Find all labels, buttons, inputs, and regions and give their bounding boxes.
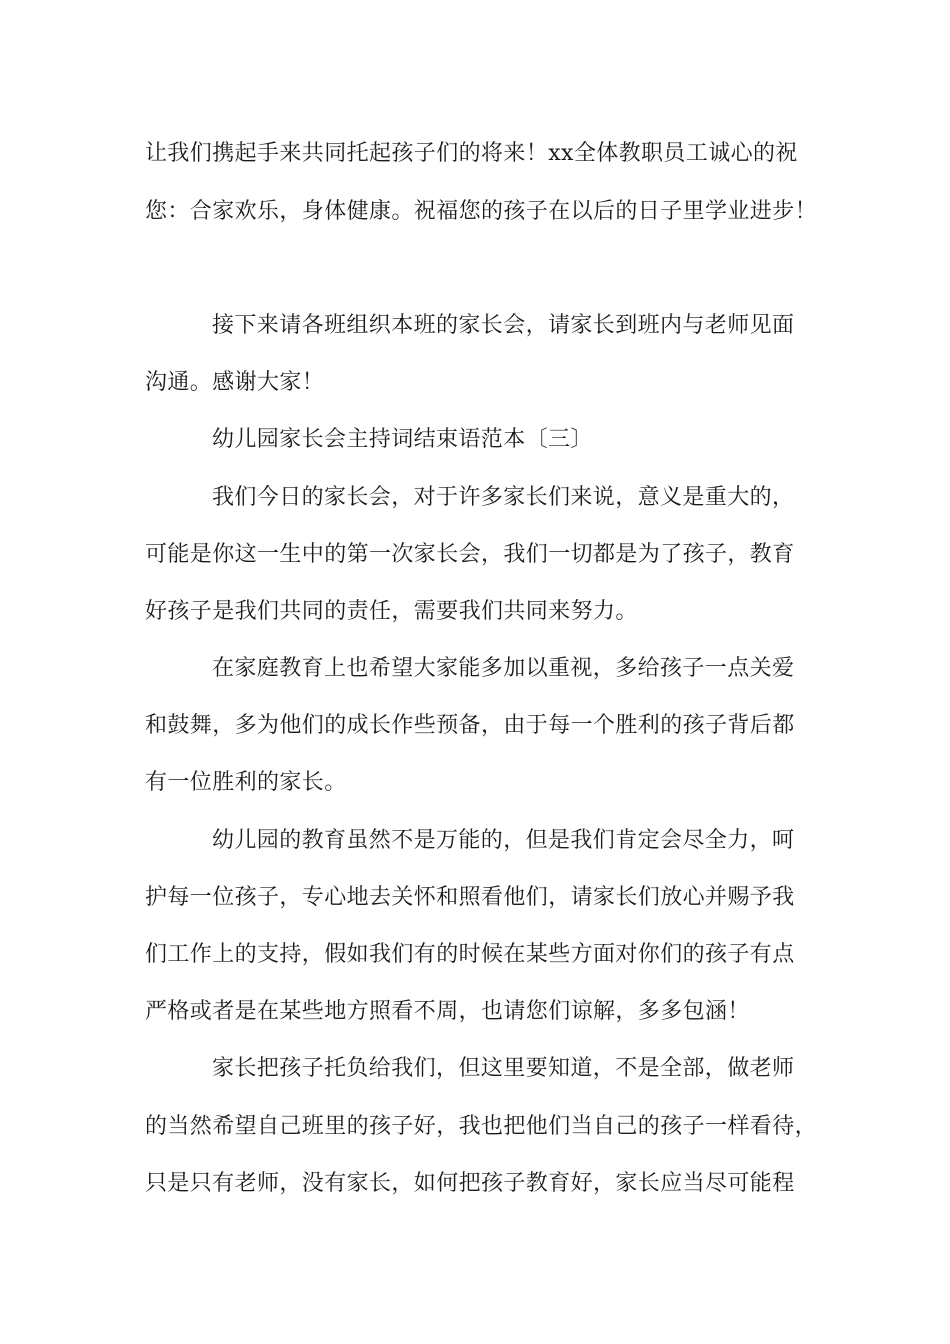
section-heading: 幼儿园家长会主持词结束语范本〔三〕 (212, 427, 593, 452)
text-line: 好孩子是我们共同的责任，需要我们共同来努力。 (145, 599, 638, 624)
text-line: 们工作上的支持，假如我们有的时候在某些方面对你们的孩子有点 (145, 942, 795, 967)
text-line: 在家庭教育上也希望大家能多加以重视，多给孩子一点关爱 (212, 656, 795, 681)
text-line: 只是只有老师，没有家长，如何把孩子教育好，家长应当尽可能程 (145, 1171, 795, 1196)
text-line: 可能是你这一生中的第一次家长会，我们一切都是为了孩子，教育 (145, 542, 795, 567)
text-line: 严格或者是在某些地方照看不周，也请您们谅解，多多包涵！ (145, 999, 750, 1024)
text-line: 和鼓舞，多为他们的成长作些预备，由于每一个胜利的孩子背后都 (145, 713, 795, 738)
text-line: 我们今日的家长会，对于许多家长们来说，意义是重大的， (212, 485, 795, 510)
text-line: 接下来请各班组织本班的家长会，请家长到班内与老师见面 (212, 313, 795, 338)
text-line: 让我们携起手来共同托起孩子们的将来！xx全体教职员工诚心的祝 (145, 141, 798, 166)
text-line: 您：合家欢乐，身体健康。祝福您的孩子在以后的日子里学业进步！ (145, 199, 818, 224)
text-line: 家长把孩子托负给我们，但这里要知道，不是全部，做老师 (212, 1056, 795, 1081)
text-line: 有一位胜利的家长。 (145, 770, 347, 795)
text-line: 幼儿园的教育虽然不是万能的，但是我们肯定会尽全力，呵 (212, 828, 795, 853)
text-line: 护每一位孩子，专心地去关怀和照看他们，请家长们放心并赐予我 (145, 885, 795, 910)
text-line: 沟通。感谢大家！ (145, 370, 325, 395)
text-line: 的当然希望自己班里的孩子好，我也把他们当自己的孩子一样看待， (145, 1114, 818, 1139)
